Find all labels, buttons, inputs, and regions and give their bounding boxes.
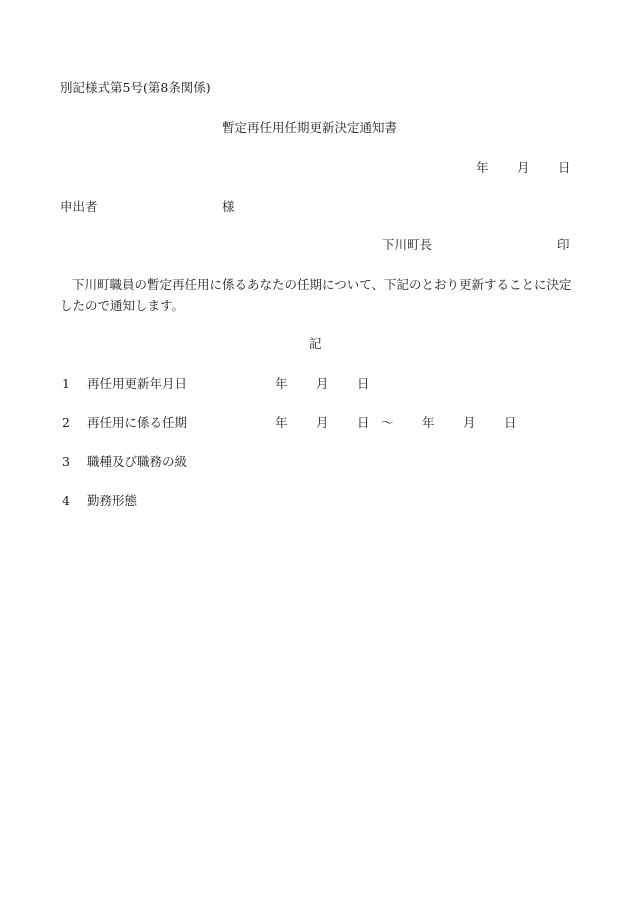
- recipient-honorific: 様: [222, 199, 235, 214]
- item-month2: 月: [463, 415, 476, 430]
- item-label: 職種及び職務の級: [87, 454, 188, 469]
- date-year: 年: [476, 160, 489, 175]
- item-year: 年: [275, 415, 288, 430]
- item-day: 日: [357, 376, 370, 391]
- item-number: 4: [62, 493, 70, 508]
- item-month: 月: [316, 376, 329, 391]
- item-number: 1: [62, 376, 70, 391]
- item-day2: 日: [504, 415, 517, 430]
- body-paragraph: 下川町職員の暫定再任用に係るあなたの任期について、下記のとおり更新することに決定したので通知します。: [60, 277, 572, 313]
- item-label: 再任用更新年月日: [87, 376, 188, 391]
- item-label: 再任用に係る任期: [87, 415, 188, 430]
- item-tilde: 〜: [381, 415, 394, 430]
- item-number: 3: [62, 454, 70, 469]
- issuer-seal: 印: [557, 237, 570, 252]
- date-month: 月: [517, 160, 530, 175]
- item-year: 年: [275, 376, 288, 391]
- item-day: 日: [357, 415, 370, 430]
- issuer-title: 下川町長: [382, 237, 433, 252]
- item-month: 月: [316, 415, 329, 430]
- recipient-label: 申出者: [60, 199, 98, 214]
- date-day: 日: [558, 160, 571, 175]
- item-number: 2: [62, 415, 70, 430]
- form-number: 別記様式第5号(第8条関係): [60, 80, 211, 95]
- item-label: 勤務形態: [87, 493, 138, 508]
- item-year2: 年: [422, 415, 435, 430]
- document-title: 暫定再任用任期更新決定通知書: [222, 120, 398, 135]
- ki-heading: 記: [309, 336, 322, 351]
